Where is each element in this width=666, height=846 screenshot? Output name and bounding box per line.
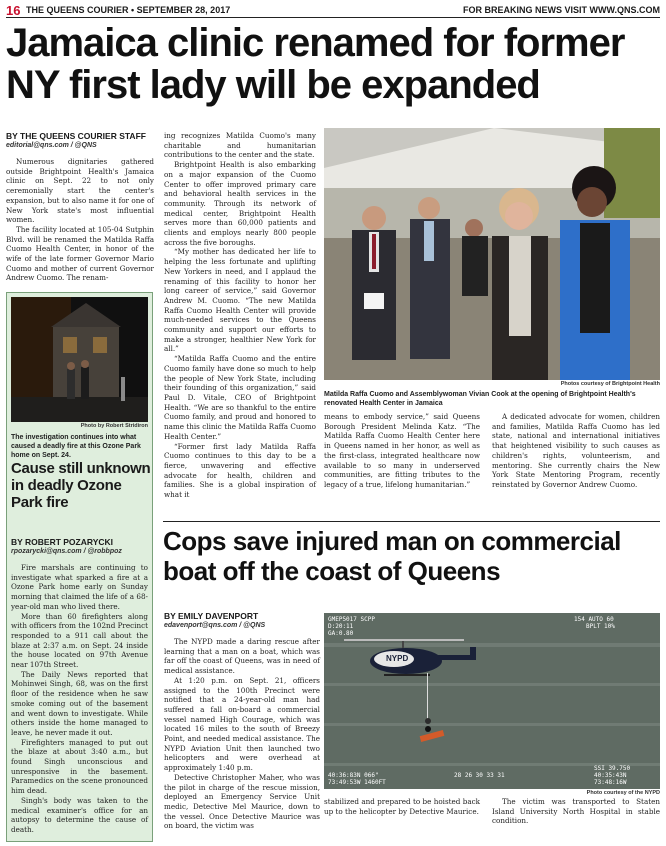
main-story-col-4 <box>492 412 660 490</box>
paper-name-date: THE QUEENS COURIER • SEPTEMBER 28, 2017 <box>26 5 231 15</box>
hud-top-right-1: 154 AUTO 60 <box>574 616 614 623</box>
hud-top-left-2: D:20:11 <box>328 623 354 630</box>
cuomo-ceremony-photo <box>324 128 660 380</box>
paragraph: “Matilda Raffa Cuomo and the entire Cuomo family have done so much to help the people of New York State, including their founding of this organization,” said Paul D. Vitale, CEO of Brightpoint Health. “We are so thankful to the entire Cuomo family, and proud and honored to name this clinic the Matilda Raffa Cuomo Health Center.” <box>164 354 316 441</box>
ozone-park-house-photo <box>11 297 148 422</box>
main-story-col-3 <box>324 412 480 490</box>
cops-byline-block <box>164 611 324 630</box>
sidebar-headline: Cause still unknown in deadly Ozone Park fire <box>11 460 151 511</box>
sidebar-byline: BY ROBERT POZARYCKI <box>11 537 114 547</box>
main-story-col-1 <box>6 157 154 283</box>
hud-top-left-3: GA:0.80 <box>328 630 354 637</box>
paragraph: The NYPD made a daring rescue after learning that a man on a boat, which was far off the coast of Queens, was in need of medical assistance. <box>164 637 320 676</box>
fire-story-sidebar <box>6 292 153 842</box>
main-byline-email[interactable]: editorial@qns.com / @QNS <box>6 142 97 149</box>
paragraph: Numerous dignitaries gathered outside Brightpoint Health's Jamaica clinic on Sept. 22 to not only ceremonially start the center's expansion, but to also name it for one of New York state's most influential women. <box>6 157 154 225</box>
paragraph: Fire marshals are continuing to investigate what sparked a fire at a Ozone Park home early on Sunday morning that claimed the life of a 68-year-old man who lived there. <box>11 563 148 611</box>
paragraph: “Former first lady Matilda Raffa Cuomo continues to this day to be a fierce, unwavering and effective advocate for health, children and families. She is a global inspiration of what it <box>164 441 316 500</box>
paragraph: Firefighters managed to put out the blaze at about 3:40 a.m., but found Singh unconscious and unresponsive in the basement. Paramedics on the scene pronounced him dead. <box>11 737 148 796</box>
cops-byline: BY EMILY DAVENPORT <box>164 611 259 621</box>
hud-bottom-right-2: 40:35:43N <box>594 772 627 779</box>
cops-story-col-1 <box>164 637 320 831</box>
breaking-news-link[interactable]: FOR BREAKING NEWS VISIT WWW.QNS.COM <box>463 5 660 15</box>
page-number: 16 <box>6 3 21 18</box>
hud-bottom-right-3: 73:48:16W <box>594 779 627 786</box>
hud-bottom-left-2: 73:49:53W 1460FT <box>328 779 386 786</box>
cops-story-col-3 <box>492 797 660 826</box>
main-photo-credit: Photos courtesy of Brightpoint Health <box>560 381 660 387</box>
sidebar-byline-email[interactable]: rpozarycki@qns.com / @robbpoz <box>11 548 122 555</box>
paragraph: The victim was transported to Staten Island University North Hospital in stable condition. <box>492 797 660 826</box>
main-headline: Jamaica clinic renamed for former NY first lady will be expanded <box>6 21 625 107</box>
heli-nypd-label: NYPD <box>386 654 409 663</box>
main-photo-caption: Matilda Raffa Cuomo and Assemblywoman Vivian Cook at the opening of Brightpoint Health's renovated Health Center in Jamaica <box>324 391 636 407</box>
cops-photo-credit: Photo courtesy of the NYPD <box>586 790 660 796</box>
paragraph: A dedicated advocate for women, children and families, Matilda Raffa Cuomo has led state, national and international initiatives that heightened visibility to such causes as children's rights, volunteerism, and mentoring. She currently chairs the New York State Mentoring Program, recently reinstated by Governor Andrew Cuomo. <box>492 412 660 489</box>
sidebar-photo-caption: The investigation continues into what caused a deadly fire at this Ozone Park home on Sept. 24. <box>11 434 141 459</box>
main-byline: BY THE QUEENS COURIER STAFF <box>6 131 146 141</box>
paragraph: Brightpoint Health is also embarking on a major expansion of the Cuomo Center to offer improved primary care and behavioral health services in the community. Through its network of medical center, Brightpoint Health serves more than 60,000 patients and clients and employs nearly 800 people across the five boroughs. <box>164 160 316 247</box>
masthead <box>6 4 660 18</box>
hud-heading-scale: 28 26 30 33 31 <box>454 772 505 779</box>
hud-top-left-1: GMEP5017 SCPP <box>328 616 375 623</box>
paragraph: ing recognizes Matilda Cuomo's many charitable and humanitarian contributions to the center and the state. <box>164 131 316 160</box>
nypd-helicopter-photo <box>324 613 660 789</box>
paragraph: means to embody service,” said Queens Borough President Melinda Katz. “The Matilda Raffa Cuomo Health Center here in Queens named in her honor, as well as the first-class, integrated healthcare now available to so many in underserved communities, are fitting tributes to the legacy of a true, lifelong humanitarian.” <box>324 412 480 489</box>
main-story-col-2 <box>164 131 316 500</box>
paragraph: The facility located at 105-04 Sutphin Blvd. will be renamed the Matilda Raffa Cuomo Health Center, in honor of the wife of the late former Governor Mario Cuomo and mother of current Governor Andrew Cuomo. The renam- <box>6 224 154 283</box>
hud-bottom-left-1: 40:36:83N 066" <box>328 772 379 779</box>
paragraph: More than 60 firefighters along with officers from the 102nd Precinct responded to a 911 call about the blaze at 2:37 a.m. on Sept. 24 inside the house located on 97th Avenue near 107th Street. <box>11 611 148 670</box>
main-byline-block <box>6 131 156 150</box>
cops-headline: Cops save injured man on commercial boat off the coast of Queens <box>163 526 621 586</box>
paragraph: Detective Christopher Maher, who was the pilot in charge of the rescue mission, deployed an Emergency Service Unit medic, Detective Mel Maurice, down to the vessel. Once Detective Maurice was on board, the victim was <box>164 772 320 831</box>
sidebar-photo-credit: Photo by Robert Stridiron <box>80 423 148 429</box>
cops-byline-email[interactable]: edavenport@qns.com / @QNS <box>164 622 266 629</box>
paragraph: stabilized and prepared to be hoisted back up to the helicopter by Detective Maurice. <box>324 797 480 816</box>
paragraph: The Daily News reported that Mohinwei Singh, 68, was on the first floor of the residence when he saw smoke coming out of the basement and went down to investigate. While others inside the home managed to leave, he never made it out. <box>11 669 148 737</box>
hud-top-right-2: BPLT 10% <box>586 623 615 630</box>
sidebar-byline-block <box>11 537 148 556</box>
sidebar-body <box>11 563 148 835</box>
paragraph: At 1:20 p.m. on Sept. 21, officers assigned to the 100th Precinct were notified that a 24-year-old man had suffered a fall on-board a commercial vessel named High Courage, which was located 16 miles to the south of Breezy Point, and needed medical assistance. The NYPD Aviation Unit then launched two helicopters and were overhead at approximately 1:40 p.m. <box>164 675 320 773</box>
hud-bottom-right-1: SSI 39.750 <box>594 765 631 772</box>
cops-story-col-2 <box>324 797 480 816</box>
paragraph: Singh's body was taken to the medical examiner's office for an autopsy to determine the cause of death. <box>11 795 148 834</box>
section-divider <box>163 521 660 522</box>
paragraph: “My mother has dedicated her life to helping the less fortunate and uplifting New Yorkers in need, and I applaud the renaming of this facility to honor her long career of service,” said Governor Andrew M. Cuomo. “The new Matilda Raffa Cuomo Health Center will provide much-needed services to the Queens community and support our efforts to make a stronger, healthier New York for all.” <box>164 247 316 354</box>
